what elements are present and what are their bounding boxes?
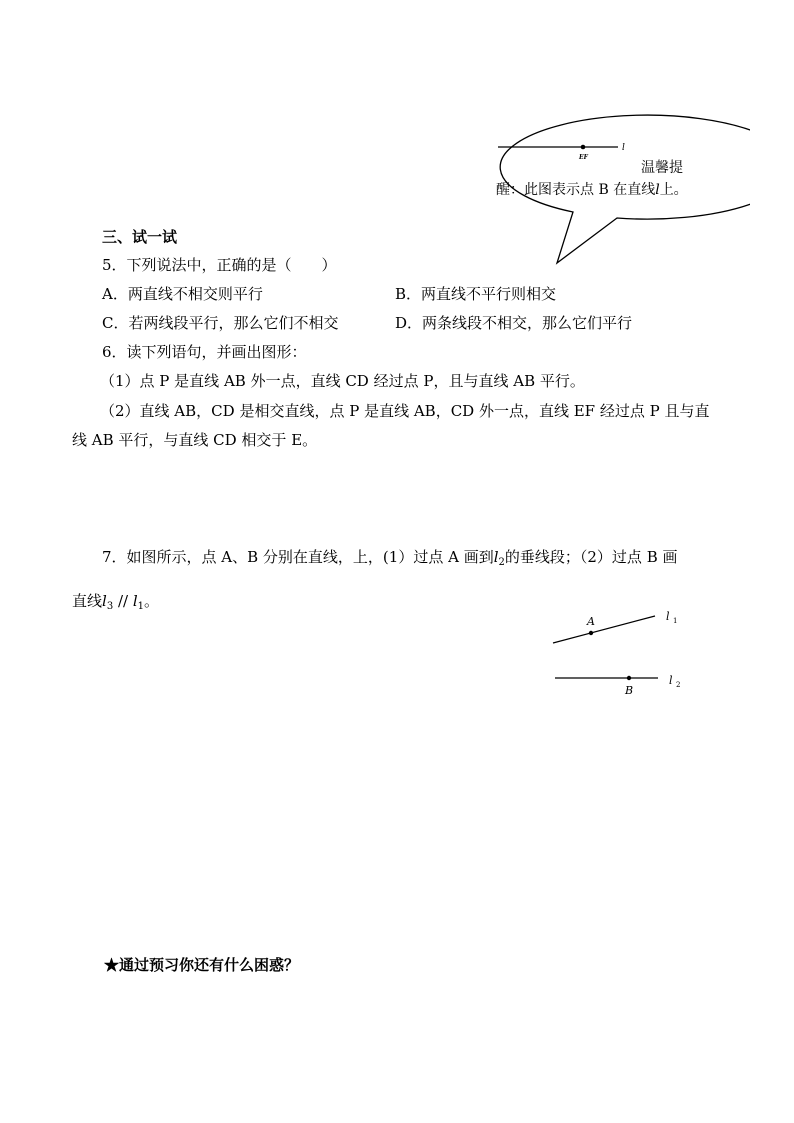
q5-option-d: D．两条线段不相交，那么它们平行 xyxy=(395,314,633,332)
point-b xyxy=(627,676,631,680)
label-a: A xyxy=(587,615,595,628)
q5-option-a: A．两直线不相交则平行 xyxy=(102,285,263,303)
q6-item-2-line-1: （2）直线 AB，CD 是相交直线，点 P 是直线 AB，CD 外一点，直线 EF 经过点 P 且与直 xyxy=(100,402,710,420)
label-l1: l xyxy=(666,610,670,623)
q5-stem: 5．下列说法中，正确的是（ ） xyxy=(102,256,337,274)
q5-option-b: B．两直线不平行则相交 xyxy=(395,285,557,303)
label-l2: l xyxy=(669,674,673,687)
closing-prompt: ★通过预习你还有什么困惑？ xyxy=(104,956,300,974)
section-heading: 三、试一试 xyxy=(102,228,178,246)
q7-text-2: 的垂线段；（2）过点 B 画 xyxy=(504,548,678,566)
tip-text: 醒：此图表示点 B 在直线 xyxy=(496,182,656,198)
line-l1 xyxy=(553,616,655,643)
q7-line-1 xyxy=(102,546,678,568)
q7-line-2 xyxy=(72,590,159,612)
q6-item-2-line-2: 线 AB 平行，与直线 CD 相交于 E。 xyxy=(72,431,318,449)
q5-option-c: C．若两线段平行，那么它们不相交 xyxy=(102,314,339,332)
q7-text-1: 7．如图所示，点 A、B 分别在直线，上，(1）过点 A 画到 xyxy=(102,548,494,566)
q7-var-l2: l xyxy=(493,548,499,566)
q7-text-end: 。 xyxy=(144,592,160,610)
q7-sub-2: 2 xyxy=(498,557,505,568)
label-l2-sub: 2 xyxy=(676,681,681,689)
q7-sub-3: 3 xyxy=(106,601,114,612)
tip-variable: l xyxy=(655,182,660,198)
bubble-point xyxy=(581,145,586,150)
q7-sub-1: 1 xyxy=(137,601,145,612)
q7-figure xyxy=(545,605,695,700)
label-b: B xyxy=(625,684,634,697)
q7-var-l1: l xyxy=(132,592,138,610)
bubble-point-label: EF xyxy=(579,154,588,161)
q6-item-1: （1）点 P 是直线 AB 外一点，直线 CD 经过点 P，且与直线 AB 平行。 xyxy=(100,372,585,390)
q6-stem: 6．读下列语句，并画出图形： xyxy=(102,343,307,361)
q7-parallel: // xyxy=(113,592,133,610)
bubble-line-label: l xyxy=(622,143,625,153)
q7-text-3: 直线 xyxy=(72,592,103,610)
q7-var-l3: l xyxy=(102,592,107,610)
tip-line-1: 温馨提 xyxy=(641,160,683,176)
tip-end: 上。 xyxy=(659,182,688,198)
tip-line-2 xyxy=(496,179,688,199)
label-l1-sub: 1 xyxy=(673,617,678,625)
point-a xyxy=(589,631,593,635)
